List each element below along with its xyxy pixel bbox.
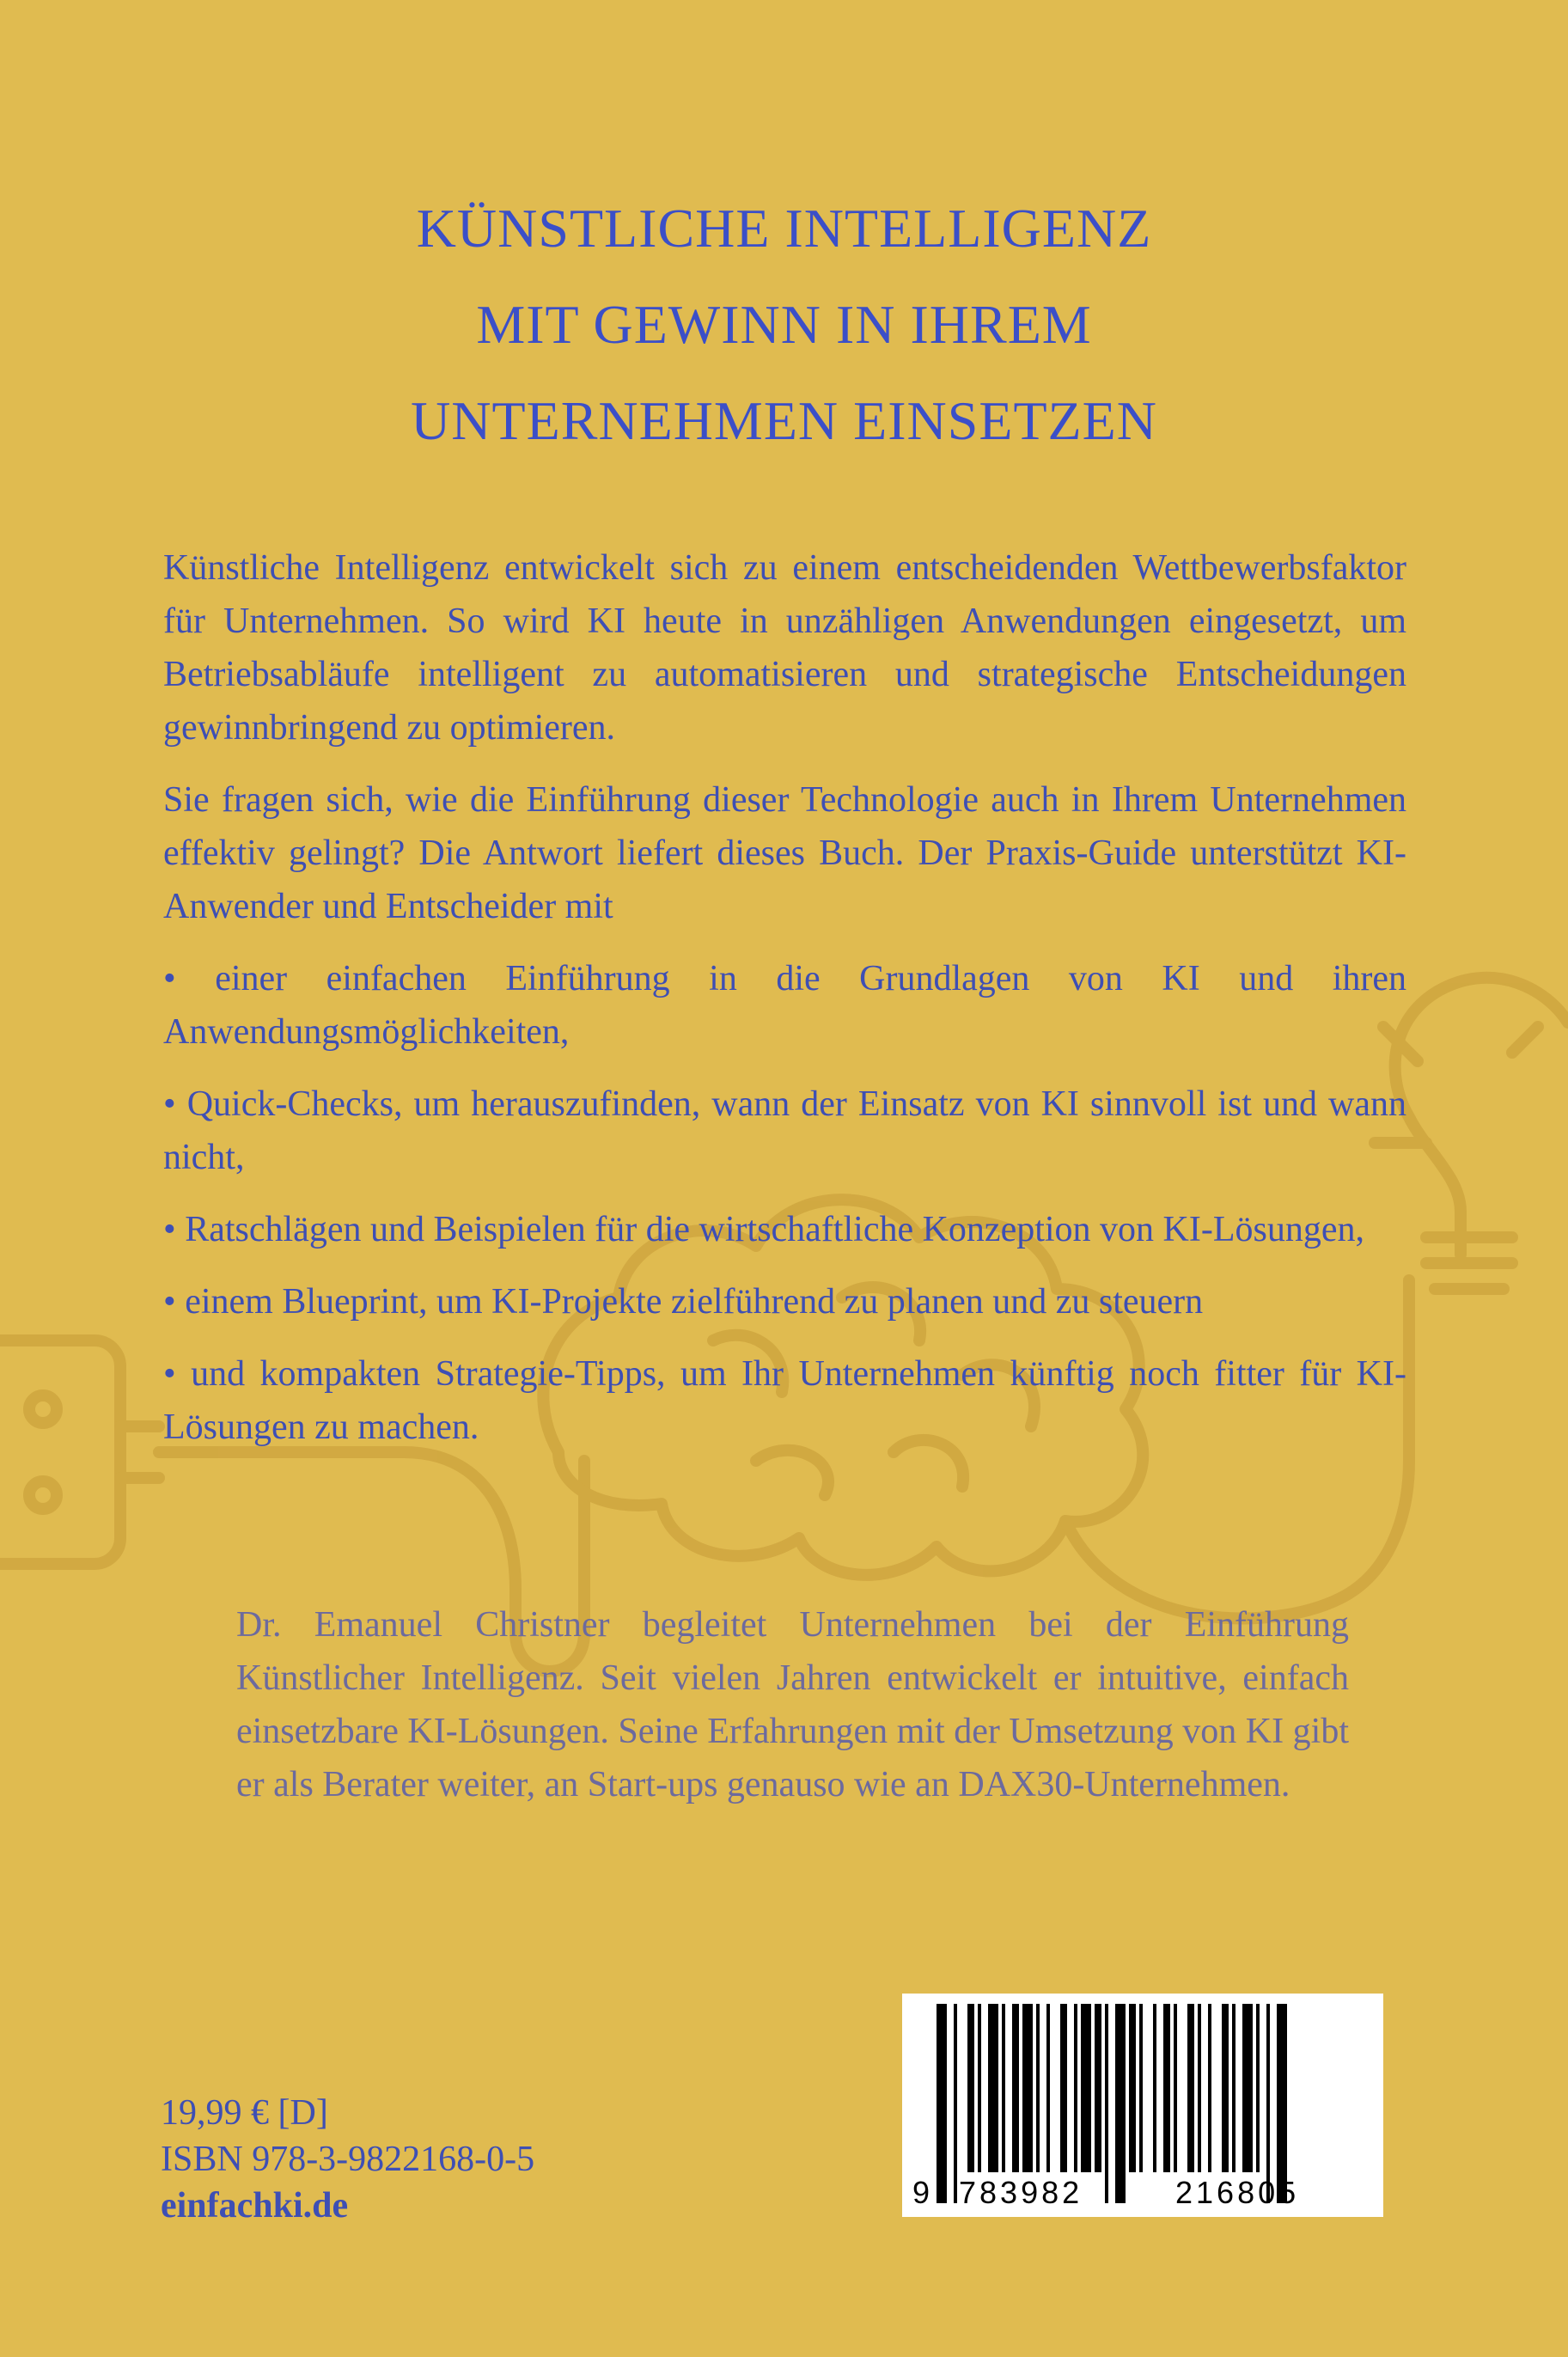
blurb-paragraph-1: Künstliche Intelligenz entwickelt sich zu einem entscheidenden Wettbewerbsfaktor für Unternehmen. So wird KI heute in unzähligen Anwendungen eingesetzt, um Betriebsabläufe intelligent zu automatisieren und strategische Entscheidungen gewinnbringend zu optimieren. [163,548,1406,748]
price: 19,99 € [D] [161,2093,328,2133]
blurb [163,541,1406,1473]
bullet-item: • einer einfachen Einführung in die Grundlagen von KI und ihren Anwendungsmöglichkeiten, [163,959,1406,1052]
barcode-bar [1074,2004,1077,2172]
barcode-guard-bar [1105,2004,1108,2203]
barcode-bar [1198,2004,1201,2172]
barcode-bar [1242,2004,1253,2172]
barcode-bar [1095,2004,1101,2172]
barcode-bar [1139,2004,1143,2172]
barcode-bar [1256,2004,1260,2172]
bullet-item: • einem Blueprint, um KI-Projekte zielführend zu planen und zu steuern [163,1282,1204,1322]
barcode-digit-first: 9 [912,2175,930,2210]
barcode-bar [1187,2004,1194,2172]
barcode-bar [967,2004,974,2172]
bullet-item: • Ratschlägen und Beispielen für die wirtschaftliche Konzeption von KI-Lösungen, [163,1210,1364,1249]
barcode-bar [978,2004,981,2172]
barcode-bar [1046,2004,1050,2172]
barcode-bar [1163,2004,1170,2172]
website-link[interactable]: einfachki.de [161,2186,349,2226]
barcode-bar [988,2004,998,2172]
barcode-digits-right: 216805 [1175,2175,1300,2210]
barcode-guard-bar [937,2004,947,2203]
title-line-2: MIT GEWINN IN IHREM [476,294,1092,355]
barcode-bar [1129,2004,1136,2172]
barcode-bar [1022,2004,1033,2172]
bullet-item: • Quick-Checks, um herauszufinden, wann der Einsatz von KI sinnvoll ist und wann nicht, [163,1084,1406,1177]
barcode-bar [1036,2004,1040,2172]
barcode-guard-bar [954,2004,957,2203]
barcode-bar [1232,2004,1235,2172]
barcode-bar [1222,2004,1229,2172]
barcode-bar [1012,2004,1019,2172]
title-line-3: UNTERNEHMEN EINSETZEN [411,390,1157,451]
barcode-bar [1060,2004,1067,2172]
barcode-bar [1081,2004,1091,2172]
barcode-guard-bar [1115,2004,1126,2203]
barcode-bar [1208,2004,1211,2172]
barcode-guard-bar [1277,2004,1287,2203]
title-line-1: KÜNSTLICHE INTELLIGENZ [416,198,1152,259]
barcode-bar [1002,2004,1005,2172]
isbn: ISBN 978-3-9822168-0-5 [161,2140,535,2179]
bullet-item: • und kompakten Strategie-Tipps, um Ihr Unternehmen künftig noch fitter für KI-Lösungen zu machen. [163,1354,1406,1447]
author-bio: Dr. Emanuel Christner begleitet Unternehmen bei der Einführung Künstlicher Intelligenz. Seit vielen Jahren entwickelt er intuitive, einfach einsetzbare KI-Lösungen. Seine Erfahrungen mit der Umsetzung von KI gibt er als Berater weiter, an Start-ups genauso wie an DAX30-Unternehmen. [236,1605,1349,1804]
book-info [161,2090,534,2229]
isbn-barcode [902,1994,1383,2217]
barcode-bar [1153,2004,1156,2172]
barcode-digits-left: 783982 [959,2175,1083,2210]
barcode-bar [1174,2004,1177,2172]
blurb-paragraph-2: Sie fragen sich, wie die Einführung dieser Technologie auch in Ihrem Unternehmen effektiv gelingt? Die Antwort liefert dieses Buch. Der Praxis-Guide unterstützt KI-Anwender und Entscheider mit [163,780,1406,926]
book-title [0,180,1568,469]
barcode-guard-bar [1266,2004,1270,2203]
